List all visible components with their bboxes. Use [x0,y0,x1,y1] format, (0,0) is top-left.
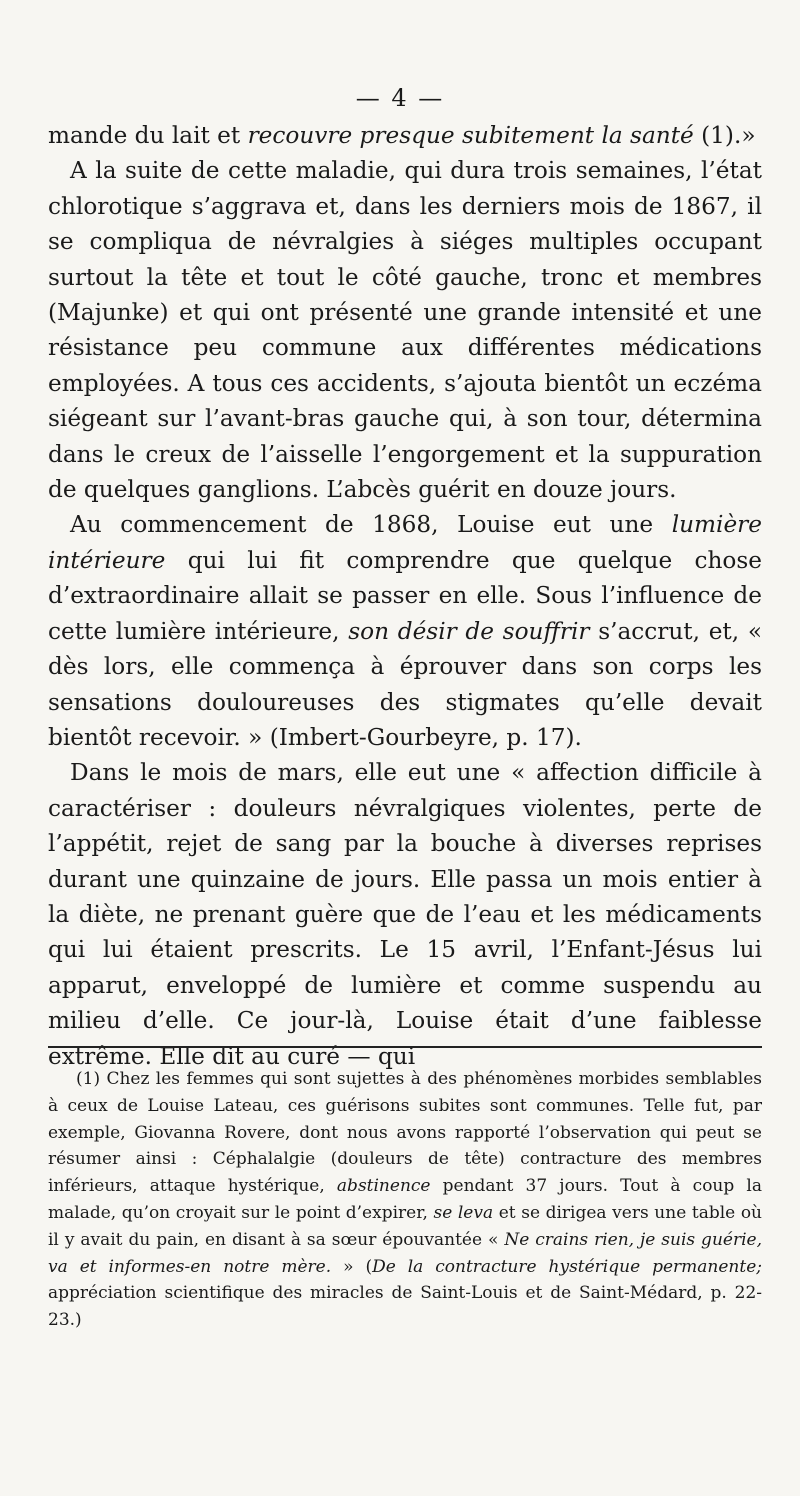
footnote-rule [48,1046,762,1048]
text-run: appréciation scientifique des miracles de Saint-Louis et de Saint-Médard, p. 22-23.) [48,1283,762,1331]
text-run: mande du lait et [48,122,248,149]
italic-run: son désir de souffrir [348,617,590,645]
text-run: » ( [331,1256,373,1277]
text-run: s’accrut, et, « dès lors, elle commença à éprouver dans son corps les sensations douloureuses des stigmates qu’elle devait bientôt recevoir. » (Imbert-Gourbeyre, p. 17). [48,617,763,751]
text-run: (1) Chez les femmes qui sont sujettes à des phénomènes morbides semblables à ceux de Louise Lateau, ces guérisons subites sont communes. Telle fut, par exemple, Giovanna Rovere, dont nous avons rapporté l’observation qui peut se résumer ainsi : Céphalalgie (douleurs de tête) contracture des membres inférieurs, attaque hystérique, [48,1069,762,1197]
italic-run: recouvre presque subitement la santé [247,122,694,149]
text-run: qui lui fit comprendre que quelque chose d’extraordinaire allait se passer en elle. Sous l’influence de cette lumière intérieure, [48,546,762,645]
text-run: pendant 37 jours. Tout à coup la malade, qu’on croyait sur le point d’expirer, [48,1176,762,1223]
italic-run: abstinence [336,1176,431,1197]
text-run: (1).» [693,122,756,149]
page-number: — 4 — [355,84,445,112]
italic-run: lumière intérieure [48,511,762,574]
italic-run: se leva [433,1202,494,1223]
italic-run: Ne crains rien, je suis guérie, va et informes-en notre mère. [48,1229,762,1277]
main-text [48,118,762,1074]
text-run: et se dirigea vers une table où il y avait du pain, en disant à sa sœur épouvantée « [48,1202,762,1250]
footnote [48,1066,762,1334]
paragraph-4: Dans le mois de mars, elle eut une « affection difficile à caractériser : douleurs névralgiques violentes, perte de l’appétit, rejet de sang par la bouche à diverses reprises durant une quinzaine de jours. Elle passa un mois entier à la diète, ne prenant guère que de l’eau et les médicaments qui lui étaient prescrits. Le 15 avril, l’Enfant-Jésus lui apparut, enveloppé de lumière et comme suspendu au milieu d’elle. Ce jour-là, Louise était d’une faiblesse extrême. Elle dit au curé — qui [48,759,762,1070]
paragraph-1 [48,118,762,153]
paragraph-2: A la suite de cette maladie, qui dura trois semaines, l’état chlorotique s’aggrava et, dans les derniers mois de 1867, il se compliqua de névralgies à siéges multiples occupant surtout la tête et tout le côté gauche, tronc et membres (Majunke) et qui ont présenté une grande intensité et une résistance peu commune aux différentes médications employées. A tous ces accidents, s’ajouta bientôt un eczéma siégeant sur l’avant-bras gauche qui, à son tour, détermina dans le creux de l’aisselle l’engorgement et la suppuration de quelques ganglions. L’abcès guérit en douze jours. [48,157,762,504]
italic-run: De la contracture hystérique permanente; [372,1256,762,1277]
text-run: Au commencement de 1868, Louise eut une [70,511,672,539]
footnote-1 [48,1066,762,1334]
paragraph-3 [48,507,762,755]
